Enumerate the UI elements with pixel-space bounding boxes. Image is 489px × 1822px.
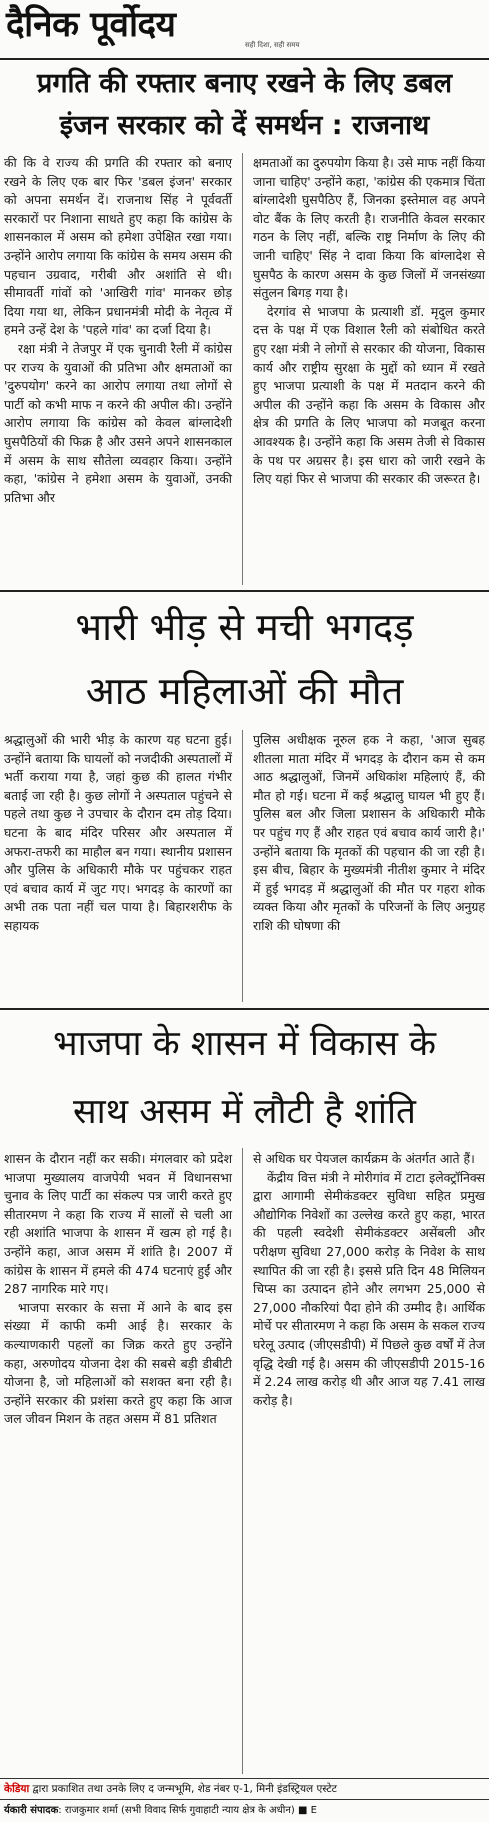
imprint-line: [0, 1778, 489, 1799]
article-3-paragraph: भाजपा सरकार के सत्ता में आने के बाद इस संख्या में काफी कमी आई है। सरकार के कल्याणकारी पहलों का जिक्र करते हुए उन्होंने कहा, अरुणोदय योजना देश की सबसे बड़ी डीबीटी योजना है, जो महिलाओं को सशक्त बना रही है। उन्होंने सरकार की प्रशंसा करते हुए कहा कि आज जल जीवन मिशन के तहत असम में 81 प्रतिशत: [4, 1299, 232, 1427]
column-divider: [242, 1148, 243, 1774]
article-1-right-column: [253, 154, 485, 489]
editor-text: : राजकुमार शर्मा (सभी विवाद सिर्फ गुवाहाटी न्याय क्षेत्र के अधीन) ■ E: [58, 1805, 317, 1816]
article-3-headline-line-1: भाजपा के शासन में विकास के: [53, 1024, 436, 1064]
imprint-text: द्वारा प्रकाशित तथा उनके लिए द जन्मभूमि, शेड नंबर ए-1, मिनी इंडस्ट्रियल एस्टेट: [29, 1783, 337, 1795]
article-1-headline-line-1: प्रगति की रफ्तार बनाए रखने के लिए डबल: [36, 68, 453, 99]
imprint-publisher: केडिया: [4, 1783, 30, 1795]
article-3-headline-line-2: साथ असम में लौटी है शांति: [73, 1092, 416, 1132]
article-1-paragraph: क्षमताओं का दुरुपयोग किया है। उसे माफ नहीं किया जाना चाहिए' उन्होंने कहा, 'कांग्रेस की एकमात्र चिंता बांग्लादेशी घुसपैठिए हैं, जिनका इस्तेमाल वह अपने वोट बैंक के लिए करती है। राजनीति केवल सरकार गठन के लिए नहीं, बल्कि राष्ट्र निर्माण के लिए की जानी चाहिए' सिंह ने दावा किया कि बांग्लादेश से घुसपैठ के कारण असम के कुछ जिलों में जनसंख्या संतुलन बिगड़ गया है।: [253, 155, 485, 301]
article-2-headline-line-1: भारी भीड़ से मची भगदड़: [75, 605, 414, 649]
newspaper-title: दैनिक पूर्वोदय: [6, 4, 176, 45]
column-divider: [242, 153, 243, 585]
article-3-left-column: [4, 1150, 232, 1429]
article-2-headline-line-2: आठ महिलाओं की मौत: [85, 669, 404, 713]
article-3-right-column: [253, 1150, 485, 1410]
article-1-paragraph: देरगांव से भाजपा के प्रत्याशी डॉ. मृदुल कुमार दत्त के पक्ष में एक विशाल रैली को संबोधित करते हुए रक्षा मंत्री ने लोगों से सरकार की योजना, विकास कार्य और राष्ट्रीय सुरक्षा के मुद्दों को ध्यान में रखते हुए भाजपा प्रत्याशी के पक्ष में मतदान करने की अपील की उन्होंने कहा कि असम के विकास और क्षेत्र की प्रगति के लिए भाजपा को मजबूत करना आवश्यक है। उन्होंने कहा कि असम तेजी से विकास के पथ पर अग्रसर है। इस धारा को जारी रखने के लिए यहां फिर से भाजपा की सरकार की जरूरत है।: [253, 303, 485, 487]
masthead-divider: [0, 58, 489, 60]
article-divider: [0, 590, 489, 592]
article-3-paragraph: शासन के दौरान नहीं कर सकी। मंगलवार को प्रदेश भाजपा मुख्यालय वाजपेयी भवन में विधानसभा चुनाव के लिए पार्टी का संकल्प पत्र जारी करते हुए सीतारमण ने कहा कि राज्य में सालों से चली आ रही अशांति भाजपा के शासन में खत्म हो गई है। उन्होंने कहा, आज असम में शांति है। 2007 में कांग्रेस के शासन में हमले की 474 घटनाएं हुईं और 287 नागरिक मारे गए।: [4, 1151, 232, 1297]
editor-line: [0, 1799, 489, 1822]
article-divider: [0, 1008, 489, 1010]
article-2-paragraph: श्रद्धालुओं की भारी भीड़ के कारण यह घटना हुई। उन्होंने बताया कि घायलों को नजदीकी अस्पतालों में भर्ती कराया गया है, जहां कुछ की हालत गंभीर बताई जा रही है। कुछ लोगों ने अस्पताल पहुंचने से पहले तथा कुछ ने उपचार के दौरान दम तोड़ दिया। घटना के बाद मंदिर परिसर और अस्पताल में अफरा-तफरी का माहौल बन गया। स्थानीय प्रशासन और पुलिस के अधिकारी मौके पर पहुंचकर राहत एवं बचाव कार्य में जुट गए। भगदड़ के कारणों का अभी तक पता नहीं चल पाया है। बिहारशरीफ के सहायक: [4, 732, 232, 933]
newspaper-tagline: सही दिशा, सही समय: [245, 41, 300, 49]
article-3-paragraph: से अधिक घर पेयजल कार्यक्रम के अंतर्गत आते हैं।: [253, 1151, 475, 1166]
article-2-right-column: [253, 731, 485, 936]
article-3-paragraph: केंद्रीय वित्त मंत्री ने मोरीगांव में टाटा इलेक्ट्रॉनिक्स द्वारा आगामी सेमीकंडक्टर सुविधा सहित प्रमुख औद्योगिक निवेशों का उल्लेख करते हुए कहा, भारत की पहली स्वदेशी सेमीकंडक्टर असेंबली और परीक्षण सुविधा 27,000 करोड़ के निवेश के साथ स्थापित की जा रही है। इससे प्रति दिन 48 मिलियन चिप्स का उत्पादन होने और लगभग 25,000 से 27,000 नौकरियां पैदा होने की उम्मीद है। आर्थिक मोर्चे पर सीतारमण ने कहा कि असम के सकल राज्य घरेलू उत्पाद (जीएसडीपी) में पिछले कुछ वर्षों में तेज वृद्धि देखी गई है। असम की जीएसडीपी 2015-16 में 2.24 लाख करोड़ थी और आज यह 7.41 लाख करोड़ है।: [253, 1169, 485, 1408]
column-divider: [242, 730, 243, 1002]
masthead: [0, 0, 489, 58]
article-1-headline-line-2: इंजन सरकार को दें समर्थन : राजनाथ: [59, 110, 430, 141]
editor-label: र्यकारी संपादक: [4, 1805, 59, 1816]
article-2-left-column: [4, 731, 232, 936]
article-1-left-column: [4, 154, 232, 507]
article-1-paragraph: की कि वे राज्य की प्रगति की रफ्तार को बनाए रखने के लिए एक बार फिर 'डबल इंजन' सरकार को अपना समर्थन दें। राजनाथ सिंह ने पूर्ववर्ती सरकारों पर निशाना साधते हुए कहा कि कांग्रेस के शासनकाल में असम को हमेशा उपेक्षित रखा गया। उन्होंने आरोप लगाया कि कांग्रेस के समय असम की पहचान उग्रवाद, गरीबी और अशांति से थी। सीमावर्ती गांवों को 'आखिरी गांव' मानकर छोड़ दिया गया था, लेकिन प्रधानमंत्री मोदी के नेतृत्व में हमने उन्हें देश के 'पहले गांव' का दर्जा दिया है।: [4, 155, 232, 338]
article-2-paragraph: पुलिस अधीक्षक नूरुल हक ने कहा, 'आज सुबह शीतला माता मंदिर में भगदड़ के दौरान कम से कम आठ श्रद्धालुओं, जिनमें अधिकांश महिलाएं हैं, की मौत हो गई। घटना में कई श्रद्धालु घायल भी हुए हैं। पुलिस बल और जिला प्रशासन के अधिकारी मौके पर पहुंच गए हैं और राहत एवं बचाव कार्य जारी है।' उन्होंने बताया कि मृतकों की पहचान की जा रही है। इस बीच, बिहार के मुख्यमंत्री नीतीश कुमार ने मंदिर में हुई भगदड़ में श्रद्धालुओं की मौत पर गहरा शोक व्यक्त किया और मृतकों के परिजनों के लिए अनुग्रह राशि की घोषणा की: [253, 732, 485, 933]
article-1-paragraph: रक्षा मंत्री ने तेजपुर में एक चुनावी रैली में कांग्रेस पर राज्य के युवाओं की प्रतिभा और क्षमताओं का 'दुरुपयोग' करने का आरोप लगाया तथा लोगों से पार्टी को कभी माफ न करने की अपील की। उन्होंने आरोप लगाया कि कांग्रेस को केवल बांग्लादेशी घुसपैठियों की फिक्र है और उसने अपने शासनकाल में असम के साथ सौतेला व्यवहार किया। उन्होंने कहा, 'कांग्रेस ने हमेशा असम के युवाओं, उनकी प्रतिभा और: [4, 340, 232, 505]
